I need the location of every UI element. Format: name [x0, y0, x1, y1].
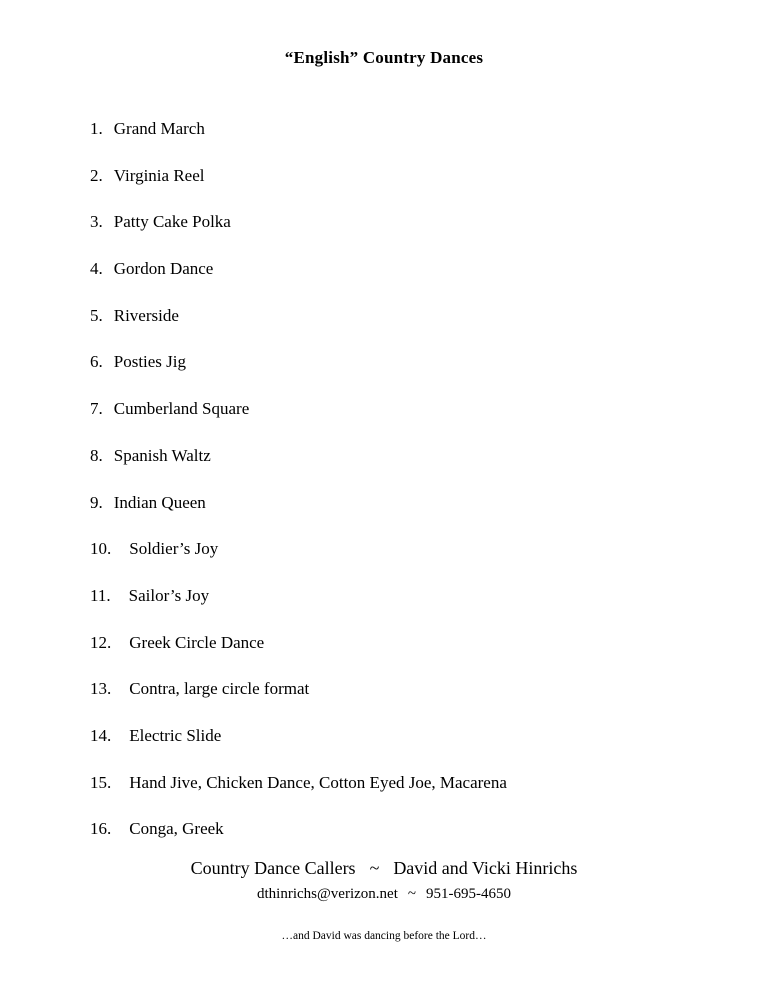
list-item-label: Electric Slide [129, 725, 222, 745]
list-item-label: Spanish Waltz [113, 445, 211, 465]
list-item-label: Riverside [113, 305, 179, 325]
list-item [90, 400, 768, 419]
list-item-number: 13. [90, 679, 112, 699]
list-item-label: Patty Cake Polka [113, 212, 231, 232]
quote-text: …and David was dancing before the Lord… [281, 930, 487, 942]
list-item-label: Greek Circle Dance [129, 632, 265, 652]
list-item-number: 6. [90, 352, 103, 372]
dance-list [0, 120, 768, 839]
list-item-label: Indian Queen [113, 492, 206, 512]
list-item [90, 353, 768, 372]
list-item-label: Posties Jig [113, 352, 187, 372]
contact-line [0, 886, 768, 903]
callers-line [0, 858, 768, 879]
list-item-label: Hand Jive, Chicken Dance, Cotton Eyed Joe, Macarena [129, 772, 507, 792]
page-title: “English” Country Dances [284, 48, 484, 67]
phone-text: 951-695-4650 [425, 886, 511, 902]
list-item [90, 307, 768, 326]
list-item-number: 3. [90, 212, 103, 232]
list-item [90, 774, 768, 793]
callers-names: David and Vicki Hinrichs [393, 858, 578, 878]
list-item-number: 8. [90, 445, 103, 465]
list-item-number: 16. [90, 819, 112, 839]
list-item-label: Conga, Greek [129, 819, 224, 839]
list-item [90, 820, 768, 839]
list-item [90, 634, 768, 653]
email-text: dthinrichs@verizon.net [257, 886, 398, 902]
list-item [90, 540, 768, 559]
tilde-separator: ~ [369, 858, 380, 878]
list-item [90, 587, 768, 606]
list-item-number: 10. [90, 539, 112, 559]
list-item-number: 9. [90, 492, 103, 512]
list-item-number: 11. [90, 585, 111, 605]
list-item [90, 494, 768, 513]
list-item-number: 5. [90, 305, 103, 325]
list-item-label: Gordon Dance [113, 259, 214, 279]
tilde-separator-2: ~ [407, 886, 416, 902]
list-item-number: 1. [90, 119, 103, 138]
list-item-number: 4. [90, 259, 103, 279]
list-item [90, 447, 768, 466]
list-item-label: Contra, large circle format [129, 679, 310, 699]
list-item-label: Virginia Reel [113, 165, 205, 185]
footer [0, 858, 768, 942]
list-item [90, 727, 768, 746]
list-item-number: 14. [90, 725, 112, 745]
list-item-label: Soldier’s Joy [129, 539, 219, 559]
list-item-number: 7. [90, 399, 103, 419]
list-item-label: Sailor’s Joy [128, 585, 210, 605]
list-item [90, 167, 768, 186]
list-item [90, 120, 768, 139]
list-item-label: Grand March [113, 119, 205, 138]
list-item-number: 2. [90, 165, 103, 185]
list-item [90, 260, 768, 279]
list-item [90, 213, 768, 232]
list-item-number: 12. [90, 632, 112, 652]
callers-label: Country Dance Callers [190, 858, 356, 878]
list-item-label: Cumberland Square [113, 399, 250, 419]
list-item-number: 15. [90, 772, 112, 792]
list-item [90, 680, 768, 699]
